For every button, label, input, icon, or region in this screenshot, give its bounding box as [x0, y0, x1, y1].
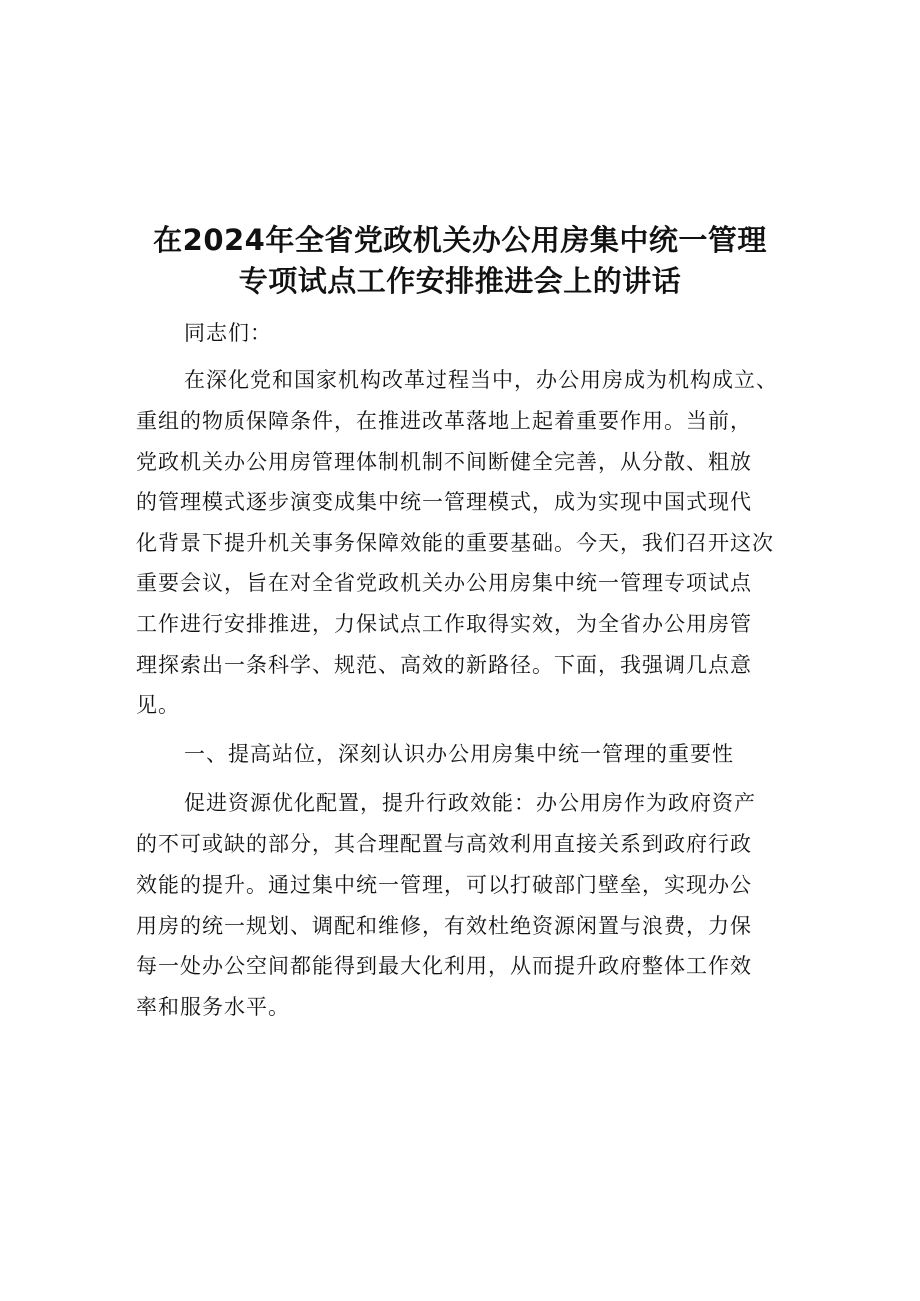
paragraph-2-line: 促进资源优化配置，提升行政效能：办公用房作为政府资产 [184, 791, 756, 815]
paragraph-1-line: 工作进行安排推进，力保试点工作取得实效，为全省办公用房管 [136, 612, 752, 636]
paragraph-1-line: 在深化党和国家机构改革过程当中，办公用房成为机构成立、 [184, 368, 778, 392]
paragraph-1-line: 理探索出一条科学、规范、高效的新路径。下面，我强调几点意 [136, 653, 752, 677]
paragraph-1-line: 重要会议，旨在对全省党政机关办公用房集中统一管理专项试点 [136, 571, 752, 595]
paragraph-2-line: 用房的统一规划、调配和维修，有效杜绝资源闲置与浪费，力保 [136, 914, 752, 938]
paragraph-1-line: 的管理模式逐步演变成集中统一管理模式，成为实现中国式现代 [136, 490, 752, 514]
paragraph-2-line: 每一处办公空间都能得到最大化利用，从而提升政府整体工作效 [136, 954, 752, 978]
document-title-line-2: 专项试点工作安排推进会上的讲话 [238, 264, 682, 298]
paragraph-1-line: 见。 [136, 693, 180, 717]
greeting: 同志们： [184, 321, 272, 345]
paragraph-2-line: 的不可或缺的部分，其合理配置与高效利用直接关系到政府行政 [136, 832, 752, 856]
document-title-line-1: 在2024年全省党政机关办公用房集中统一管理 [153, 223, 767, 257]
paragraph-1-line: 重组的物质保障条件，在推进改革落地上起着重要作用。当前， [136, 409, 752, 433]
section-heading-1: 一、提高站位，深刻认识办公用房集中统一管理的重要性 [184, 742, 734, 766]
paragraph-1-line: 化背景下提升机关事务保障效能的重要基础。今天，我们召开这次 [136, 531, 774, 555]
paragraph-1-line: 党政机关办公用房管理体制机制不间断健全完善，从分散、粗放 [136, 450, 752, 474]
paragraph-2-line: 率和服务水平。 [136, 995, 290, 1019]
paragraph-2-line: 效能的提升。通过集中统一管理，可以打破部门壁垒，实现办公 [136, 873, 752, 897]
